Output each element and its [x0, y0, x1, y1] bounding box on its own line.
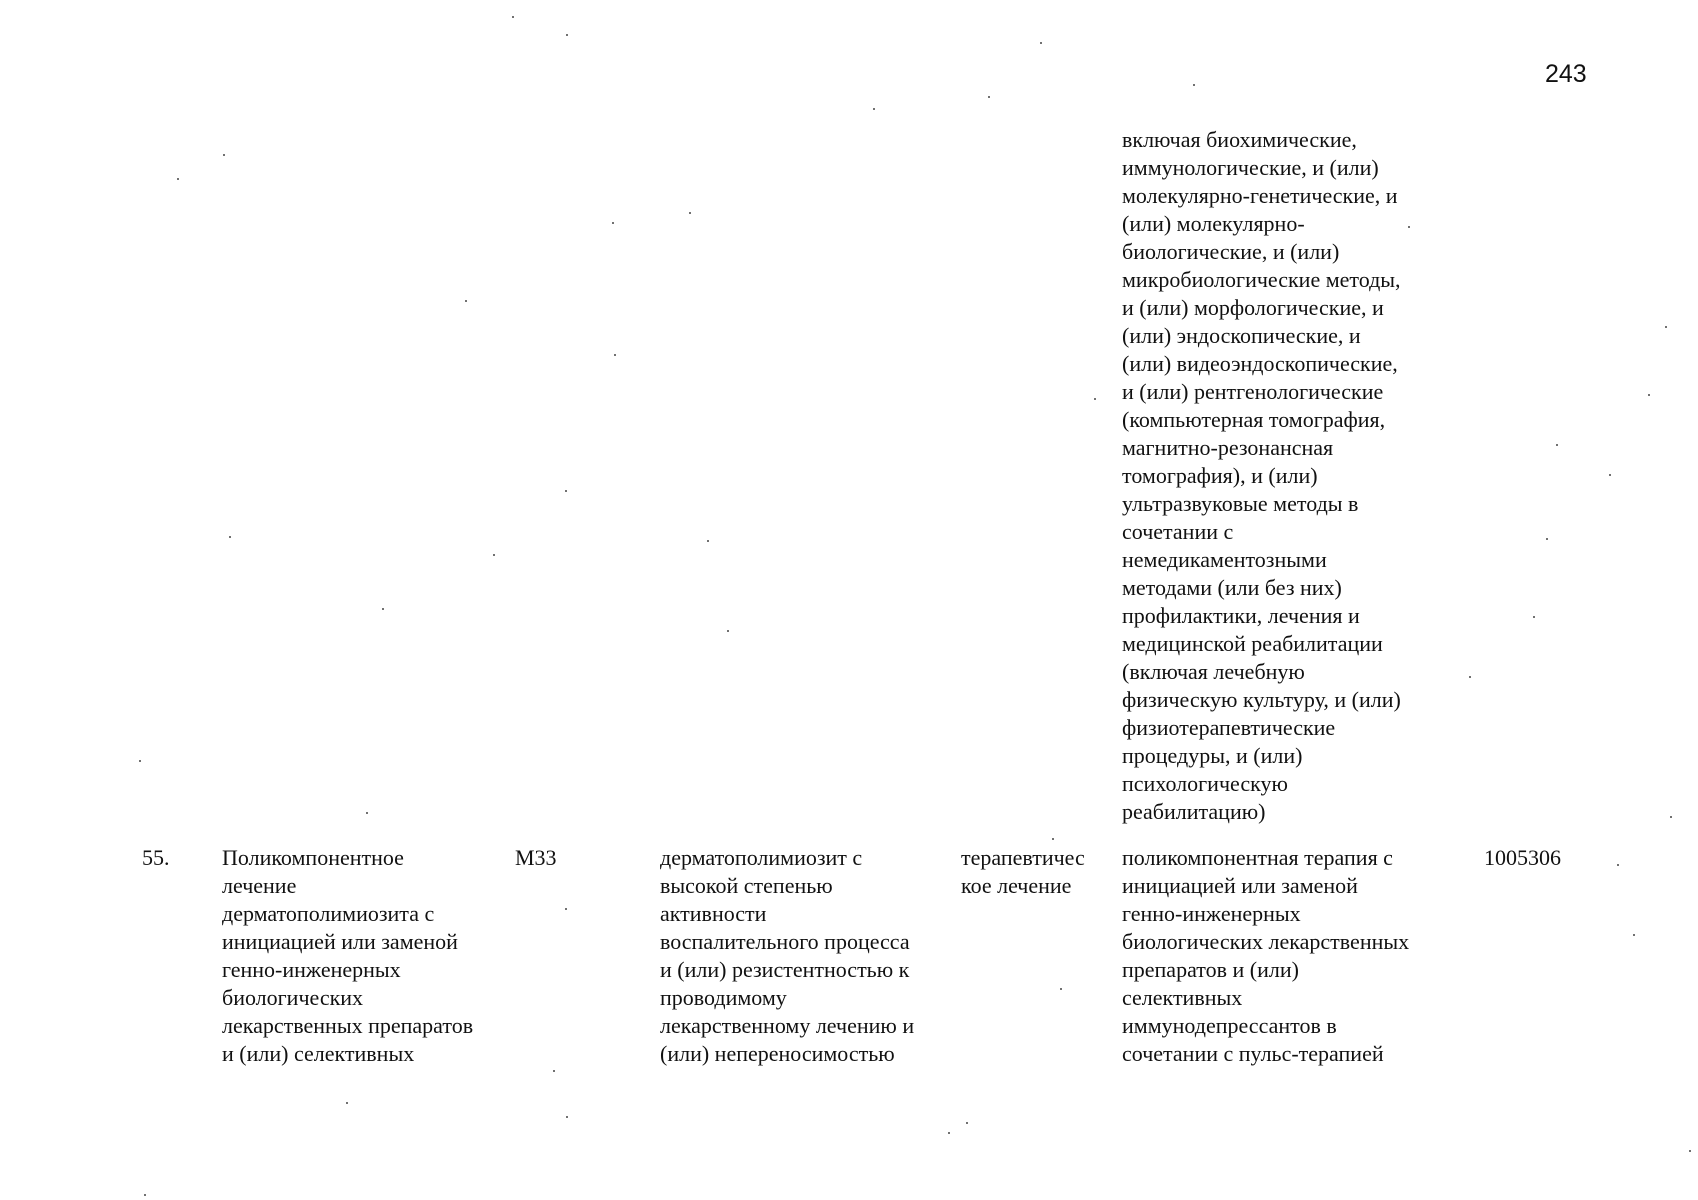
- scan-speck: [566, 1116, 568, 1118]
- text-line: и (или) рентгенологические: [1122, 379, 1384, 404]
- text-line: включая биохимические,: [1122, 127, 1357, 152]
- carry-over-method-text: [1122, 126, 1401, 826]
- scan-speck: [988, 96, 990, 98]
- text-line: реабилитацию): [1122, 799, 1266, 824]
- text-line: биологические, и (или): [1122, 239, 1340, 264]
- icd-code-cell: M33: [515, 845, 557, 870]
- text-line: сочетании с: [1122, 519, 1234, 544]
- text-line: физиотерапевтические: [1122, 715, 1336, 740]
- scan-speck: [223, 154, 225, 156]
- treatment-method-cell: [1122, 844, 1409, 1068]
- text-line: терапевтичес: [961, 845, 1085, 870]
- scan-speck: [948, 1132, 950, 1134]
- text-line: сочетании с пульс-терапией: [1122, 1041, 1384, 1066]
- text-line: препаратов и (или): [1122, 957, 1299, 982]
- text-line: лекарственному лечению и: [660, 1013, 915, 1038]
- page-number: 243: [1545, 60, 1587, 88]
- scan-speck: [229, 536, 231, 538]
- text-line: лекарственных препаратов: [222, 1013, 474, 1038]
- text-line: (компьютерная томография,: [1122, 407, 1386, 432]
- scan-speck: [1408, 226, 1410, 228]
- text-line: (или) непереносимостью: [660, 1041, 895, 1066]
- text-line: немедикаментозными: [1122, 547, 1327, 572]
- scan-speck: [565, 908, 567, 910]
- scan-speck: [1094, 398, 1096, 400]
- scan-speck: [966, 1122, 968, 1124]
- text-line: иммунодепрессантов в: [1122, 1013, 1337, 1038]
- scan-speck: [1193, 84, 1195, 86]
- scan-speck: [1633, 934, 1635, 936]
- text-line: методами (или без них): [1122, 575, 1342, 600]
- text-line: медицинской реабилитации: [1122, 631, 1383, 656]
- scan-speck: [493, 554, 495, 556]
- patient-model-cell: [660, 844, 914, 1068]
- text-line: проводимому: [660, 985, 787, 1010]
- scan-speck: [727, 630, 729, 632]
- row-number: 55.: [142, 845, 170, 870]
- scan-speck: [689, 212, 691, 214]
- scan-speck: [612, 222, 614, 224]
- text-line: физическую культуру, и (или): [1122, 687, 1401, 712]
- text-line: и (или) селективных: [222, 1041, 415, 1066]
- text-line: иммунологические, и (или): [1122, 155, 1379, 180]
- scan-speck: [512, 16, 514, 18]
- text-line: биологических лекарственных: [1122, 929, 1410, 954]
- scan-speck: [614, 354, 616, 356]
- text-line: высокой степенью: [660, 873, 833, 898]
- text-line: кое лечение: [961, 873, 1072, 898]
- text-line: профилактики, лечения и: [1122, 603, 1360, 628]
- scan-speck: [382, 608, 384, 610]
- scan-speck: [177, 178, 179, 180]
- cost-value-cell: 1005306: [1484, 845, 1561, 870]
- text-line: ультразвуковые методы в: [1122, 491, 1359, 516]
- text-line: (или) видеоэндоскопические,: [1122, 351, 1398, 376]
- scan-speck: [1670, 816, 1672, 818]
- text-line: генно-инженерных: [222, 957, 401, 982]
- scan-speck: [1665, 326, 1667, 328]
- text-line: воспалительного процесса: [660, 929, 910, 954]
- text-line: микробиологические методы,: [1122, 267, 1401, 292]
- text-line: генно-инженерных: [1122, 901, 1301, 926]
- text-line: (включая лечебную: [1122, 659, 1305, 684]
- scan-speck: [139, 760, 141, 762]
- text-line: лечение: [222, 873, 297, 898]
- text-line: психологическую: [1122, 771, 1288, 796]
- treatment-type-cell: [961, 844, 1085, 900]
- scan-speck: [1060, 988, 1062, 990]
- text-line: инициацией или заменой: [1122, 873, 1358, 898]
- scan-speck: [144, 1194, 146, 1196]
- text-line: активности: [660, 901, 767, 926]
- scan-speck: [1609, 474, 1611, 476]
- scan-speck: [566, 34, 568, 36]
- scan-speck: [1546, 538, 1548, 540]
- text-line: (или) молекулярно-: [1122, 211, 1305, 236]
- scan-speck: [1556, 444, 1558, 446]
- scan-speck: [565, 490, 567, 492]
- scan-speck: [346, 1102, 348, 1104]
- text-line: магнитно-резонансная: [1122, 435, 1334, 460]
- scan-speck: [1469, 676, 1471, 678]
- text-line: процедуры, и (или): [1122, 743, 1303, 768]
- text-line: поликомпонентная терапия с: [1122, 845, 1393, 870]
- scan-speck: [465, 300, 467, 302]
- scan-speck: [707, 540, 709, 542]
- text-line: (или) эндоскопические, и: [1122, 323, 1361, 348]
- text-line: дерматополимиозит с: [660, 845, 863, 870]
- text-line: Поликомпонентное: [222, 845, 404, 870]
- scan-speck: [1617, 864, 1619, 866]
- text-line: биологических: [222, 985, 364, 1010]
- text-line: и (или) морфологические, и: [1122, 295, 1384, 320]
- scan-speck: [1689, 1150, 1691, 1152]
- scan-speck: [553, 1070, 555, 1072]
- text-line: томография), и (или): [1122, 463, 1318, 488]
- text-line: и (или) резистентностью к: [660, 957, 910, 982]
- text-line: селективных: [1122, 985, 1243, 1010]
- scan-speck: [1648, 394, 1650, 396]
- scan-speck: [366, 812, 368, 814]
- treatment-name-cell: [222, 844, 473, 1068]
- scan-speck: [1040, 42, 1042, 44]
- scan-speck: [1052, 838, 1054, 840]
- text-line: дерматополимиозита с: [222, 901, 435, 926]
- text-line: инициацией или заменой: [222, 929, 458, 954]
- text-line: молекулярно-генетические, и: [1122, 183, 1398, 208]
- scan-speck: [1533, 616, 1535, 618]
- scan-speck: [873, 108, 875, 110]
